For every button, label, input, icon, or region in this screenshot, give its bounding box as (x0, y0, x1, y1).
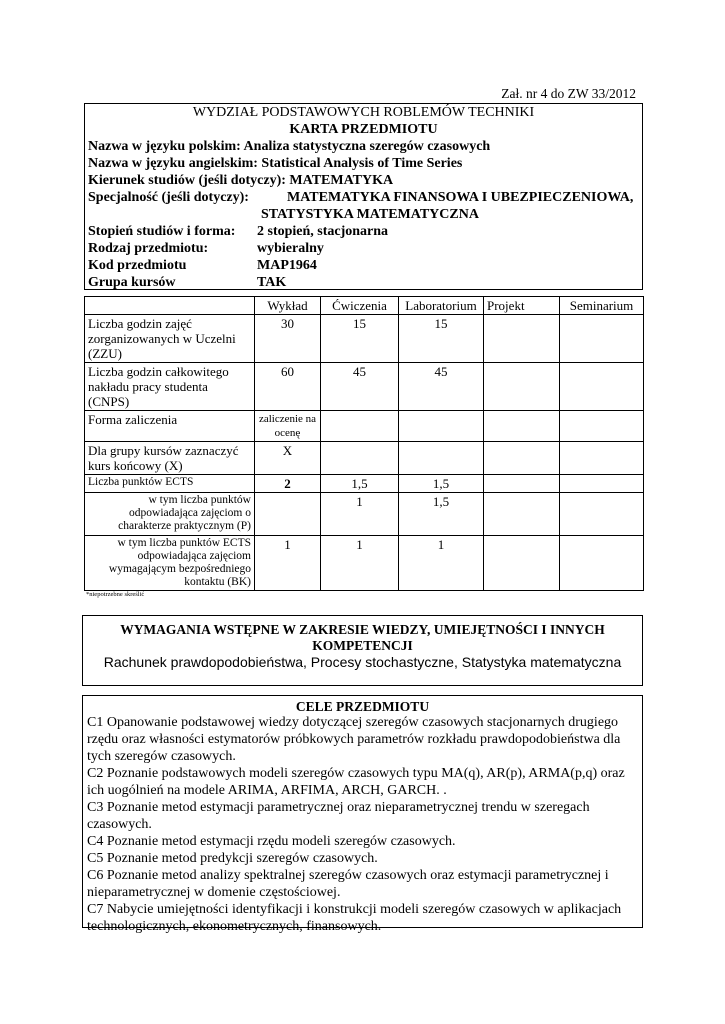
table-cell (484, 411, 560, 442)
column-header: Projekt (484, 297, 560, 315)
course-header-box (84, 103, 643, 290)
table-row (85, 315, 644, 363)
table-cell: 1,5 (399, 475, 484, 493)
table-cell (560, 475, 644, 493)
goal-item: C3 Poznanie metod estymacji parametrycznej oraz nieparametrycznej trendu w szeregach czasowych. (87, 800, 590, 832)
table-cell (484, 315, 560, 363)
row-label: Liczba godzin zajęć zorganizowanych w Uczelni (ZZU) (85, 315, 255, 363)
table-cell (560, 536, 644, 591)
course-type-value: wybieralny (257, 241, 324, 256)
table-cell: 1 (255, 536, 321, 591)
attachment-reference: Zał. nr 4 do ZW 33/2012 (501, 86, 636, 101)
row-label: Liczba godzin całkowitego nakładu pracy studenta (CNPS) (85, 363, 255, 411)
goal-item: C4 Poznanie metod estymacji rzędu modeli szeregów czasowych. (87, 834, 456, 849)
table-cell (560, 315, 644, 363)
specialization-value-1: MATEMATYKA FINANSOWA I UBEZPIECZENIOWA, (287, 190, 634, 205)
goal-item: C7 Nabycie umiejętności identyfikacji i konstrukcji modeli szeregów czasowych w aplikacjach technologicznych, ekonometrycznych, finansowych. (87, 902, 622, 934)
table-cell: 45 (321, 363, 399, 411)
course-type-label: Rodzaj przedmiotu: (88, 241, 209, 256)
table-cell (255, 493, 321, 536)
course-group-label: Grupa kursów (88, 275, 176, 290)
table-cell: 45 (399, 363, 484, 411)
column-header (85, 297, 255, 315)
table-cell (399, 411, 484, 442)
table-row (85, 411, 644, 442)
level-label: Stopień studiów i forma: (88, 224, 236, 239)
goals-list (87, 714, 639, 935)
table-cell (484, 536, 560, 591)
table-row (85, 536, 644, 591)
table-cell: 1 (321, 493, 399, 536)
table-cell: 1,5 (321, 475, 399, 493)
table-row (85, 493, 644, 536)
table-cell (560, 363, 644, 411)
table-cell (484, 363, 560, 411)
table-row (85, 442, 644, 475)
column-header: Seminarium (560, 297, 644, 315)
table-cell (560, 442, 644, 475)
goal-item: C1 Opanowanie podstawowej wiedzy dotyczącej szeregów czasowych stacjonarnych drugiego rzędu oraz własności estymatorów próbkowych parametrów rozkładu prawdopodobieństwa dla tych szeregów czasowych. (87, 715, 621, 764)
table-row (85, 475, 644, 493)
table-row (85, 363, 644, 411)
table-cell (399, 442, 484, 475)
table-cell: 30 (255, 315, 321, 363)
table-cell: 1,5 (399, 493, 484, 536)
table-cell: 15 (399, 315, 484, 363)
card-title: KARTA PRZEDMIOTU (289, 122, 438, 137)
footnote: *niepotrzebne skreślić (86, 591, 145, 598)
table-cell (484, 442, 560, 475)
requirements-title: WYMAGANIA WSTĘPNE W ZAKRESIE WIEDZY, UMIEJĘTNOŚCI I INNYCH KOMPETENCJI (120, 622, 605, 653)
goal-item: C5 Poznanie metod predykcji szeregów czasowych. (87, 851, 378, 866)
row-label: w tym liczba punktów odpowiadająca zajęciom o charakterze praktycznym (P) (85, 493, 255, 536)
row-label: Forma zaliczenia (85, 411, 255, 442)
level-value: 2 stopień, stacjonarna (257, 224, 389, 239)
row-label: Liczba punktów ECTS (85, 475, 255, 493)
specialization-label: Specjalność (jeśli dotyczy): (88, 190, 249, 205)
table-cell (321, 411, 399, 442)
requirements-box (82, 615, 643, 686)
course-code-value: MAP1964 (257, 258, 317, 273)
table-cell: 60 (255, 363, 321, 411)
course-name-pl: Nazwa w języku polskim: Analiza statystyczna szeregów czasowych (88, 139, 491, 154)
table-cell: 1 (399, 536, 484, 591)
column-header: Laboratorium (399, 297, 484, 315)
course-name-en: Nazwa w języku angielskim: Statistical Analysis of Time Series (88, 156, 463, 171)
table-cell (560, 493, 644, 536)
table-cell: zaliczenie na ocenę (255, 411, 321, 442)
goals-box (82, 695, 643, 934)
field-of-study: Kierunek studiów (jeśli dotyczy): MATEMATYKA (88, 173, 394, 188)
goal-item: C2 Poznanie podstawowych modeli szeregów czasowych typu MA(q), AR(p), ARMA(p,q) oraz ich uogólnień na modele ARIMA, ARFIMA, ARCH, GARCH. . (87, 766, 625, 798)
table-cell: X (255, 442, 321, 475)
requirements-text: Rachunek prawdopodobieństwa, Procesy stochastyczne, Statystyka matematyczna (103, 654, 622, 670)
specialization-value-2: STATYSTYKA MATEMATYCZNA (261, 207, 479, 222)
goal-item: C6 Poznanie metod analizy spektralnej szeregów czasowych oraz estymacji parametrycznej i nieparametrycznej w domenie częstościowej. (87, 868, 609, 900)
column-header: Wykład (255, 297, 321, 315)
goals-title: CELE PRZEDMIOTU (295, 699, 430, 714)
row-label: Dla grupy kursów zaznaczyć kurs końcowy (X) (85, 442, 255, 475)
table-cell: 15 (321, 315, 399, 363)
faculty-name: WYDZIAŁ PODSTAWOWYCH ROBLEMÓW TECHNIKI (192, 105, 535, 120)
table-cell (484, 475, 560, 493)
column-header: Ćwiczenia (321, 297, 399, 315)
hours-table (84, 296, 644, 591)
table-cell (321, 442, 399, 475)
table-cell: 2 (255, 475, 321, 493)
table-cell: 1 (321, 536, 399, 591)
row-label: w tym liczba punktów ECTS odpowiadająca zajęciom wymagającym bezpośredniego kontaktu (BK) (85, 536, 255, 591)
table-cell (484, 493, 560, 536)
course-group-value: TAK (257, 275, 287, 290)
course-code-label: Kod przedmiotu (88, 258, 187, 273)
table-header-row (85, 297, 644, 315)
table-cell (560, 411, 644, 442)
